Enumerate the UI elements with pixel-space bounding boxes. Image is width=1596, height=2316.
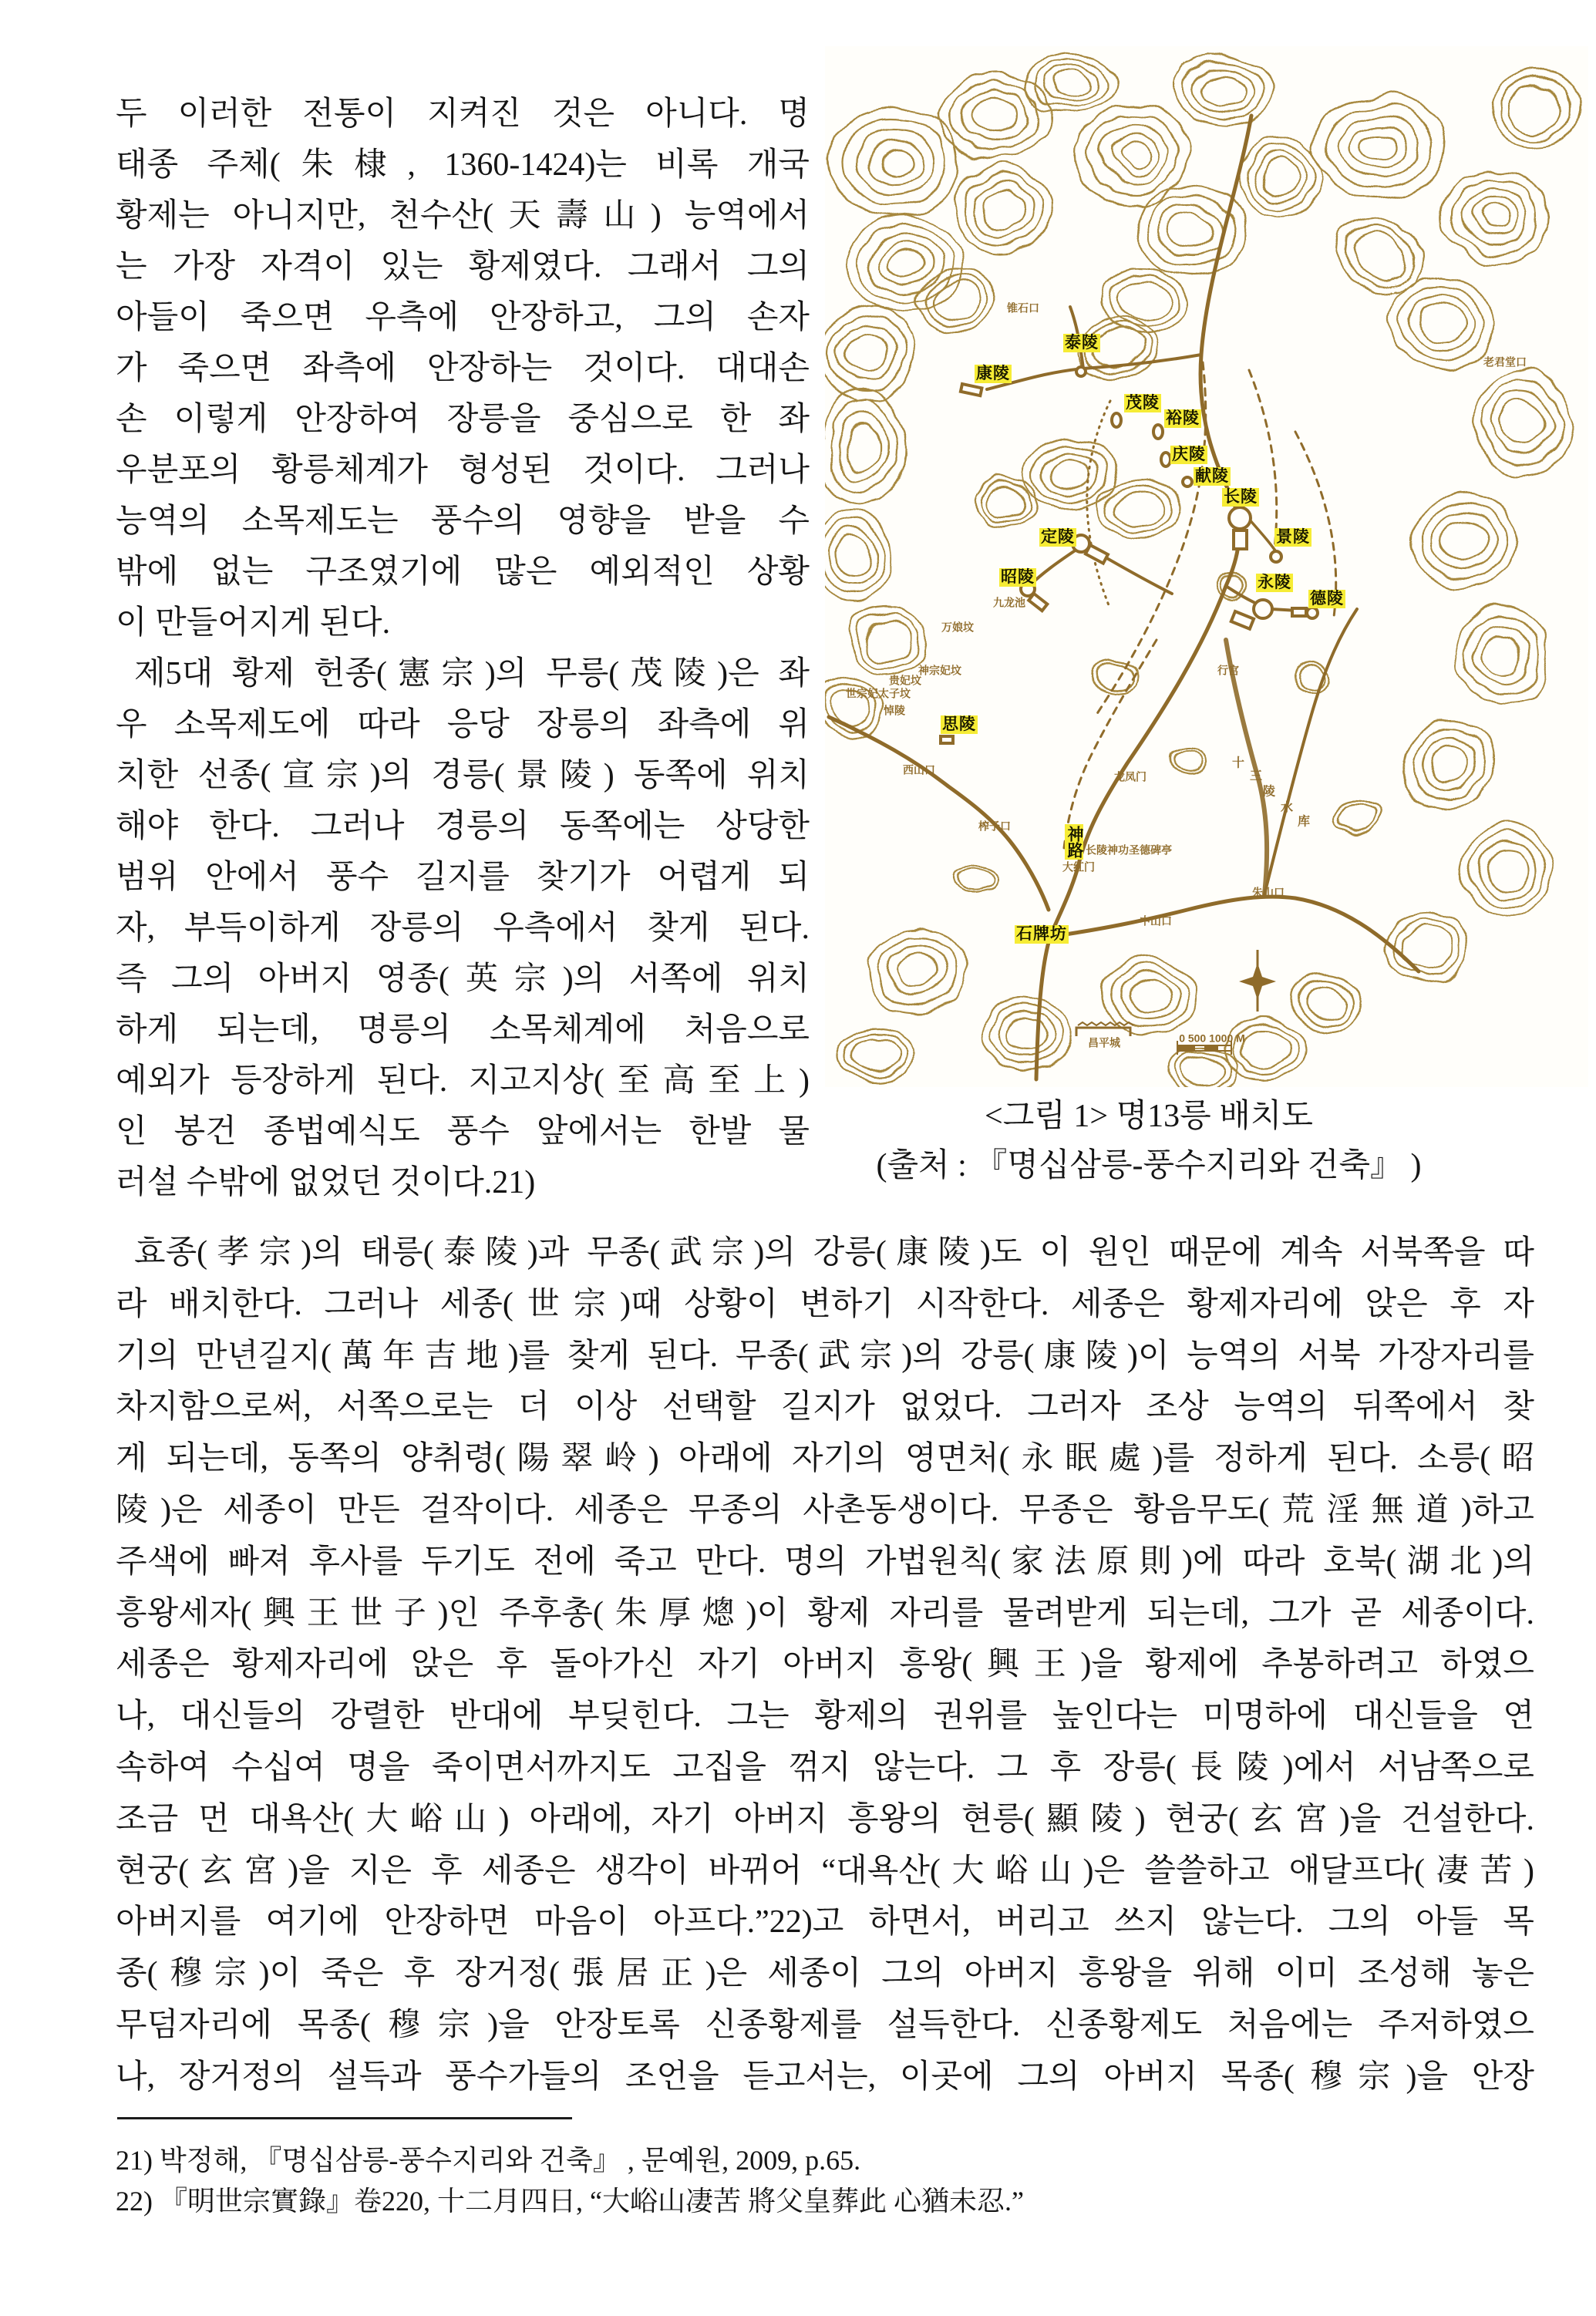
tomb-label: 思陵 — [942, 715, 976, 733]
map-minor-label: 三 — [1249, 769, 1263, 783]
tomb-label: 献陵 — [1195, 467, 1229, 485]
map-minor-label: 九龙池 — [993, 596, 1025, 609]
body-line: 속하여 수십여 명을 죽이면서까지도 고집을 꺾지 않는다. 그 후 장릉(長陵)에서 서남쪽으로 — [116, 1749, 1534, 1786]
map-minor-label: 长陵神功圣德碑亭 — [1086, 843, 1172, 857]
map-labels-layer — [825, 46, 1588, 1087]
map-minor-label: 老君堂口 — [1483, 355, 1527, 369]
map-minor-label: 龙凤门 — [1114, 770, 1146, 783]
left-column-line: 태종 주체(朱棣, 1360-1424)는 비록 개국 — [116, 147, 810, 183]
map-minor-label: 0 500 1000 M — [1179, 1032, 1245, 1045]
map-minor-label: 西山口 — [903, 763, 935, 776]
body-line: 주색에 빠져 후사를 두기도 전에 죽고 만다. 명의 가법원칙(家法原則)에 따라 호북(湖北)의 — [116, 1543, 1534, 1580]
tomb-label: 茂陵 — [1126, 394, 1160, 412]
body-line: 효종(孝宗)의 태릉(泰陵)과 무종(武宗)의 강릉(康陵)도 이 원인 때문에 계속 서북쪽을 따 — [134, 1235, 1534, 1271]
map-minor-label: 万娘坟 — [941, 621, 974, 634]
tomb-label: 神路 — [1066, 826, 1083, 858]
body-line: 아버지를 여기에 안장하면 마음이 아프다.”22)고 하면서, 버리고 쓰지 않는다. 그의 아들 목 — [116, 1904, 1534, 1941]
left-column-line: 예외가 등장하게 된다. 지고지상(至高至上) — [116, 1063, 810, 1099]
figure-caption-title: <그림 1> 명13릉 배치도 — [985, 1099, 1313, 1134]
map-minor-label: 陵 — [1262, 785, 1276, 799]
map-minor-label: 世宗妃太子坟 — [846, 687, 911, 700]
left-column-line: 황제는 아니지만, 천수산(天壽山) 능역에서 — [116, 198, 810, 234]
map-minor-label: 昌平城 — [1088, 1036, 1120, 1049]
tomb-label: 泰陵 — [1065, 334, 1099, 352]
left-column-line: 는 가장 자격이 있는 황제였다. 그래서 그의 — [116, 249, 810, 284]
map-minor-label: 大红门 — [1062, 860, 1095, 874]
map-minor-label: 十 — [1231, 756, 1245, 770]
map-minor-label: 贵妃坟 — [889, 674, 921, 687]
left-column-line: 능역의 소목제도는 풍수의 영향을 받을 수 — [116, 503, 810, 539]
left-column-line: 손 이렇게 안장하여 장릉을 중심으로 한 좌 — [116, 402, 810, 437]
map-minor-label: 榨子口 — [978, 820, 1011, 833]
map-minor-label: 锥石口 — [1007, 301, 1039, 315]
body-line: 라 배치한다. 그러나 세종(世宗)때 상황이 변하기 시작한다. 세종은 황제자리에 앉은 후 자 — [116, 1286, 1534, 1322]
left-column-line: 범위 안에서 풍수 길지를 찾기가 어렵게 되 — [116, 860, 810, 895]
left-column-line: 이 만들어지게 된다. — [116, 605, 391, 641]
map-minor-label: 朱山口 — [1252, 886, 1285, 899]
body-line: 조금 먼 대욕산(大峪山) 아래에, 자기 아버지 흥왕의 현릉(顯陵) 현궁(玄宮)을 건설한다. — [116, 1801, 1534, 1837]
body-text — [116, 1227, 1534, 2103]
left-column-line: 우분포의 황릉체계가 형성된 것이다. 그러나 — [116, 453, 810, 488]
left-column-line: 밖에 없는 구조였기에 많은 예외적인 상황 — [116, 554, 810, 590]
map-minor-label: 悼陵 — [884, 704, 905, 717]
tomb-label: 德陵 — [1310, 590, 1344, 608]
left-column-line: 제5대 황제 헌종(憲宗)의 무릉(茂陵)은 좌 — [134, 656, 810, 692]
body-line: 차지함으로써, 서쪽으로는 더 이상 선택할 길지가 없었다. 그러자 조상 능역의 뒤쪽에서 찾 — [116, 1389, 1534, 1426]
footnote-separator — [117, 2117, 572, 2119]
left-column-line: 우 소목제도에 따라 응당 장릉의 좌측에 위 — [116, 707, 810, 742]
left-column-line: 아들이 죽으면 우측에 안장하고, 그의 손자 — [116, 300, 810, 335]
left-column-line: 치한 선종(宣宗)의 경릉(景陵) 동쪽에 위치 — [116, 758, 810, 793]
footnotes — [116, 2140, 1550, 2222]
footnote: 21) 박정해, 『명십삼릉-풍수지리와 건축』 , 문예원, 2009, p.65. — [116, 2145, 861, 2176]
tomb-label: 昭陵 — [1001, 568, 1035, 586]
left-column-line: 자, 부득이하게 장릉의 우측에서 찾게 된다. — [116, 911, 810, 946]
tomb-label: 定陵 — [1041, 528, 1075, 546]
left-column-line: 가 죽으면 좌측에 안장하는 것이다. 대대손 — [116, 351, 810, 386]
map-minor-label: 水 — [1280, 801, 1294, 815]
left-column-line: 해야 한다. 그러나 경릉의 동쪽에는 상당한 — [116, 809, 810, 844]
map-minor-label: 中山口 — [1140, 914, 1172, 927]
tomb-label: 永陵 — [1258, 574, 1291, 591]
figure-caption-source: (출처 : 『명십삼릉-풍수지리와 건축』 ) — [876, 1148, 1422, 1183]
tomb-label: 庆陵 — [1172, 446, 1206, 463]
body-line: 현궁(玄宮)을 지은 후 세종은 생각이 바뀌어 “대욕산(大峪山)은 쓸쓸하고 애달프다(凄苦) — [116, 1853, 1534, 1889]
left-column-line: 하게 되는데, 명릉의 소목체계에 처음으로 — [116, 1012, 810, 1048]
body-line: 나, 장거정의 설득과 풍수가들의 조언을 듣고서는, 이곳에 그의 아버지 목종(穆宗)을 안장 — [116, 2058, 1534, 2095]
left-column-line: 즉 그의 아버지 영종(英宗)의 서쪽에 위치 — [116, 961, 810, 997]
map-minor-label: 行宫 — [1217, 664, 1239, 677]
left-column-line: 러설 수밖에 없었던 것이다.21) — [116, 1165, 536, 1200]
body-line: 게 되는데, 동쪽의 양취령(陽翠岭) 아래에 자기의 영면처(永眠處)를 정하게 된다. 소릉(昭 — [116, 1441, 1534, 1477]
tomb-label: 长陵 — [1224, 488, 1258, 506]
body-line: 종(穆宗)이 죽은 후 장거정(張居正)은 세종이 그의 아버지 흥왕을 위해 이미 조성해 놓은 — [116, 1956, 1534, 1992]
tomb-label: 裕陵 — [1166, 409, 1200, 427]
left-text-column — [116, 89, 810, 1208]
body-line: 陵)은 세종이 만든 걸작이다. 세종은 무종의 사촌동생이다. 무종은 황음무도(荒淫無道)하고 — [116, 1492, 1534, 1528]
body-line: 세종은 황제자리에 앉은 후 돌아가신 자기 아버지 흥왕(興王)을 황제에 추봉하려고 하였으 — [116, 1647, 1534, 1683]
tomb-label: 康陵 — [976, 365, 1010, 382]
map-minor-label: 库 — [1297, 815, 1311, 829]
left-column-line: 두 이러한 전통이 지켜진 것은 아니다. 명 — [116, 96, 810, 132]
body-line: 나, 대신들의 강렬한 반대에 부딪힌다. 그는 황제의 권위를 높인다는 미명하에 대신들을 연 — [116, 1698, 1534, 1735]
tomb-label: 石牌坊 — [1016, 925, 1067, 943]
map-minor-label: 神宗妃坟 — [918, 664, 961, 677]
body-line: 무덤자리에 목종(穆宗)을 안장토록 신종황제를 설득한다. 신종황제도 처음에는 주저하였으 — [116, 2007, 1534, 2043]
body-line: 흥왕세자(興王世子)인 주후총(朱厚熜)이 황제 자리를 물려받게 되는데, 그가 곧 세종이다. — [116, 1595, 1534, 1631]
tomb-label: 景陵 — [1276, 528, 1310, 546]
body-line: 기의 만년길지(萬年吉地)를 찾게 된다. 무종(武宗)의 강릉(康陵)이 능역의 서북 가장자리를 — [116, 1338, 1534, 1374]
figure-map — [825, 46, 1588, 1087]
footnote: 22) 『明世宗實錄』卷220, 十二月四日, “大峪山凄苦 將父皇葬此 心猶未忍.” — [116, 2186, 1024, 2217]
left-column-line: 인 봉건 종법예식도 풍수 앞에서는 한발 물 — [116, 1114, 810, 1150]
